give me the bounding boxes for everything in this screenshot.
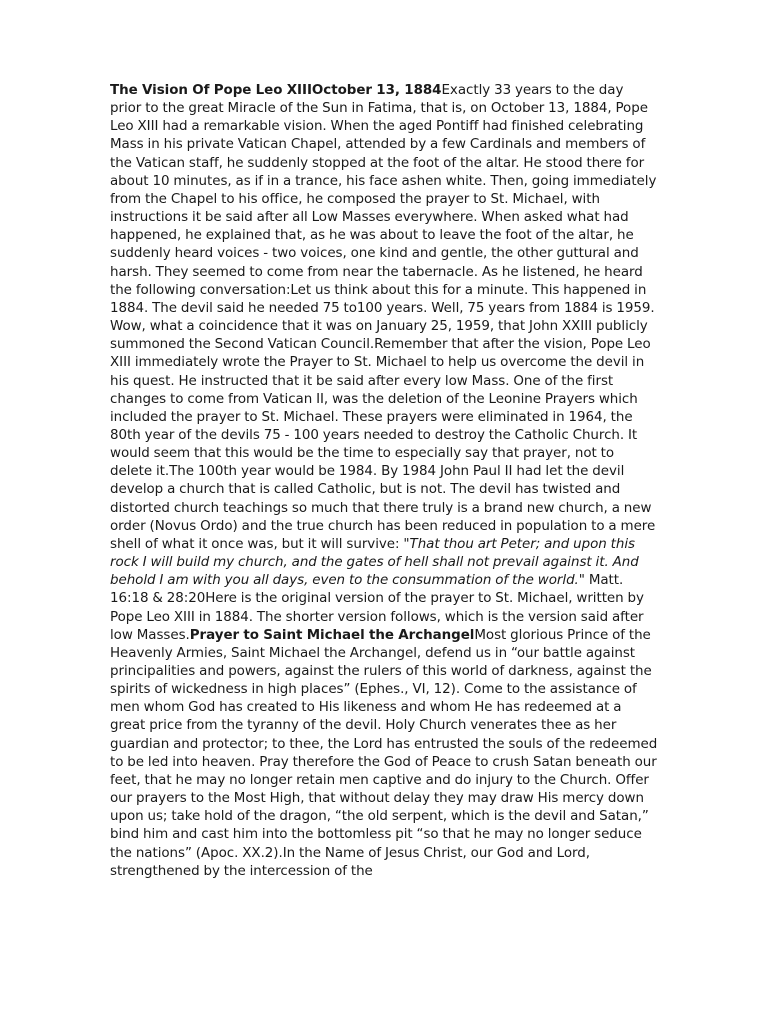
intro-text: Exactly 33 years to the day prior to the great Miracle of the Sun in Fatima, that is, on October 13, 1884, Pope Leo XIII had a remarkable vision. When the aged Pontiff had finished celebrating Mass in his private Vatican Chapel, attended by a few Cardinals and members of the Vatican staff, he suddenly stopped at the foot of the altar. He stood there for about 10 minutes, as if in a trance, his face ashen white. Then, going immediately from the Chapel to his office, he composed the prayer to St. Michael, with instructions it be said after all Low Masses everywhere. When asked what had happened, he explained that, as he was about to leave the foot of the altar, he suddenly heard voices - two voices, one kind and gentle, the other guttural and harsh. They seemed to come from near the tabernacle. As he listened, he heard the following conversation:Let us think about this for a minute. This happened in 1884. The devil said he needed 75 to100 years. Well, 75 years from 1884 is 1959. Wow, what a coincidence that it was on January 25, 1959, that John XXIII publicly summoned the Second Vatican Council.Remember that after the vision, Pope Leo XIII immediately wrote the Prayer to St. Michael to help us overcome the devil in his quest. He instructed that it be said after every low Mass. One of the first changes to come from Vatican II, was the deletion of the Leonine Prayers which included the prayer to St. Michael. These prayers were eliminated in 1964, the 80th year of the devils 75 - 100 years needed to destroy the Catholic Church. It would seem that this would be the time to especially say that prayer, not to delete it.The 100th year would be 1984. By 1984 John Paul II had let the devil develop a church that is called Catholic, but is not. The devil has twisted and distorted church teachings so much that there truly is a brand new church, a new order (Novus Ordo) and the true church has been reduced in population to a mere shell of what it once was, but it will survive: " [110, 83, 657, 552]
document-page [110, 82, 658, 881]
prayer-heading: Prayer to Saint Michael the Archangel [189, 627, 475, 643]
after-quote-text: " Matt. 16:18 & 28:20Here is the original version of the prayer to St. Michael, written by Pope Leo XIII in 1884. The shorter version follows, which is the version said after low Masses. [110, 573, 644, 643]
prayer-text: Most glorious Prince of the Heavenly Armies, Saint Michael the Archangel, defend us in “our battle against principalities and powers, against the rulers of this world of darkness, against the spirits of wickedness in high places” (Ephes., VI, 12). Come to the assistance of men whom God has created to His likeness and whom He has redeemed at a great price from the tyranny of the devil. Holy Church venerates thee as her guardian and protector; to thee, the Lord has entrusted the souls of the redeemed to be led into heaven. Pray therefore the God of Peace to crush Satan beneath our feet, that he may no longer retain men captive and do injury to the Church. Offer our prayers to the Most High, that without delay they may draw His mercy down upon us; take hold of the dragon, “the old serpent, which is the devil and Satan,” bind him and cast him into the bottomless pit “so that he may no longer seduce the nations” (Apoc. XX.2).In the Name of Jesus Christ, our God and Lord, strengthened by the intercession of the [110, 627, 658, 879]
scripture-quote: That thou art Peter; and upon this rock I will build my church, and the gates of hell shall not prevail against it. And behold I am with you all days, even to the consummation of the world. [110, 536, 639, 589]
document-body [110, 82, 658, 881]
document-title: The Vision Of Pope Leo XIIIOctober 13, 1884 [110, 83, 442, 98]
